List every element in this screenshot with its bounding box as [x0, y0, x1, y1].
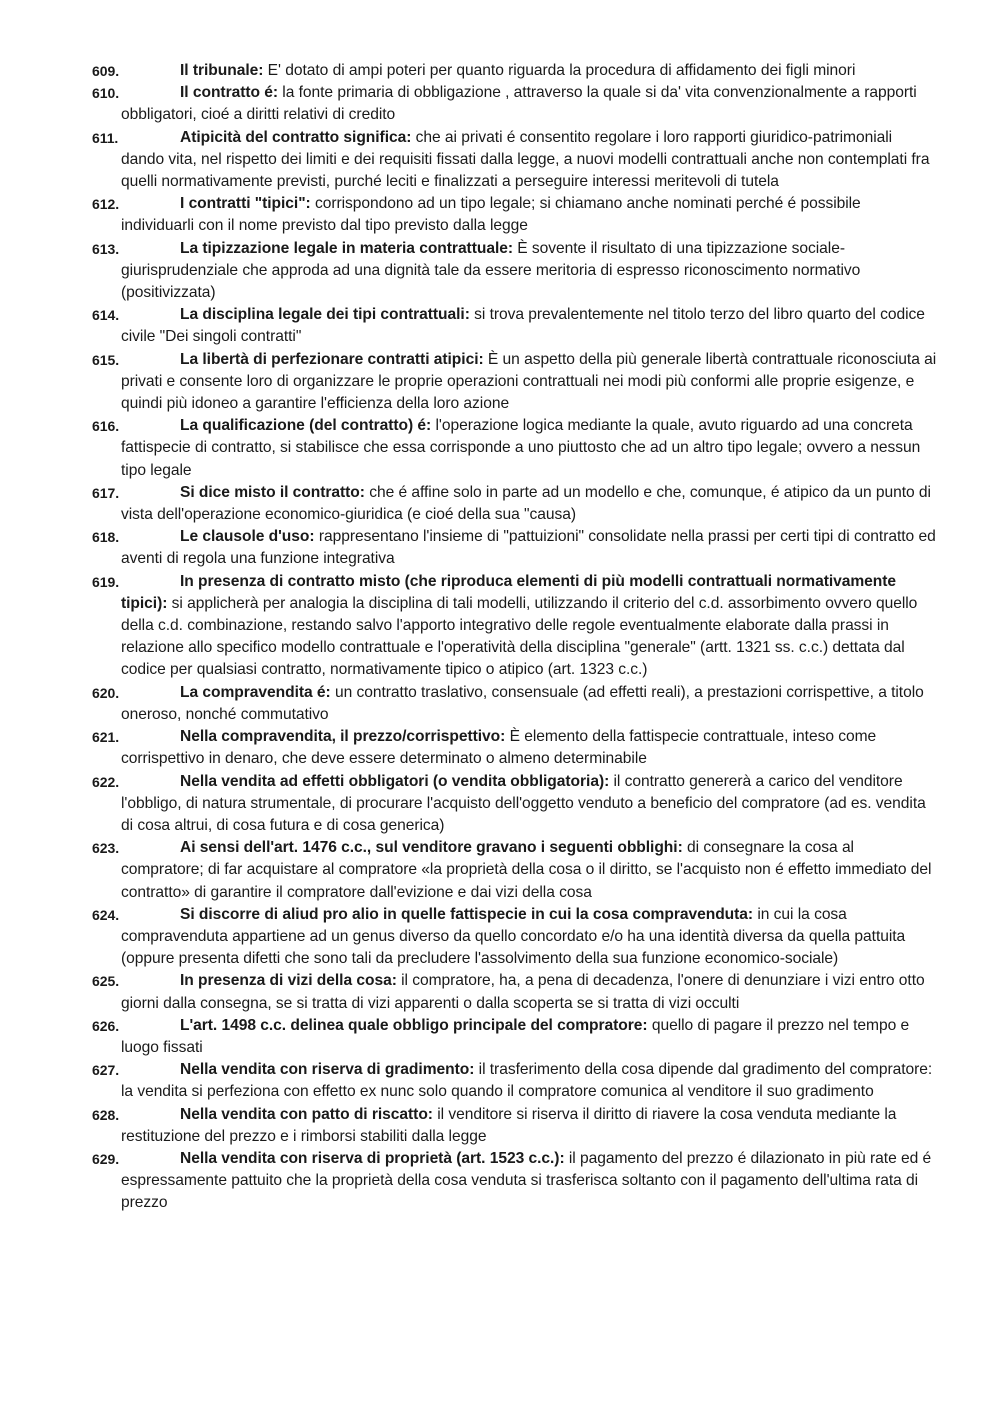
item-definition: la fonte primaria di obbligazione , attraverso la quale si da' vita convenzionalmente a rapporti obbligatori, cioé a diritti relativi di credito: [121, 84, 917, 124]
item-number: 613.: [92, 240, 120, 257]
item-content: [121, 571, 938, 682]
item-number: 616.: [92, 418, 120, 435]
list-item: [92, 726, 938, 770]
list-item: [92, 1059, 938, 1103]
list-item: [92, 1104, 938, 1148]
item-definition: l'operazione logica mediante la quale, avuto riguardo ad una concreta fattispecie di contratto, si stabilisce che essa corrisponde a uno piuttosto che ad un altro tipo legale; ovvero a nessun tipo legale: [121, 417, 921, 479]
item-term: La compravendita é:: [180, 683, 331, 701]
list-item: [92, 1148, 938, 1215]
item-number: 620.: [92, 684, 120, 701]
list-item: [92, 304, 938, 348]
list-item: [92, 238, 938, 305]
list-item: [92, 970, 938, 1014]
item-number: 627.: [92, 1062, 120, 1079]
item-definition: quello di pagare il prezzo nel tempo e luogo fissati: [121, 1016, 910, 1056]
item-content: [121, 726, 938, 770]
item-content: [121, 526, 938, 570]
item-definition: un contratto traslativo, consensuale (ad effetti reali), a prestazioni corrispettive, a titolo oneroso, nonché commutativo: [121, 683, 924, 723]
item-definition: E' dotato di ampi poteri per quanto riguarda la procedura di affidamento dei figli minori: [263, 62, 856, 79]
item-number: 618.: [92, 529, 120, 546]
item-content: [121, 482, 938, 526]
item-number: 619.: [92, 573, 120, 590]
item-number: 626.: [92, 1017, 120, 1034]
item-definition: È elemento della fattispecie contrattuale, inteso come corrispettivo in denaro, che deve essere determinato o almeno determinabile: [121, 728, 877, 768]
list-item: [92, 682, 938, 726]
item-number: 610.: [92, 85, 120, 102]
item-number: 628.: [92, 1106, 120, 1123]
item-term: Nella vendita ad effetti obbligatori (o vendita obbligatoria):: [180, 772, 610, 790]
item-definition: in cui la cosa compravenduta appartiene ad un genus diverso da quello concordato e/o ha una identità diversa da quella pattuita (oppure presenta difetti che sono tali da precludere l'assolvimento della sua funzione economico-sociale): [121, 905, 906, 968]
item-number: 609.: [92, 63, 120, 79]
list-item: [92, 82, 938, 126]
item-term: La disciplina legale dei tipi contrattuali:: [180, 306, 470, 324]
item-content: [121, 837, 938, 904]
item-content: [121, 1015, 938, 1059]
list-item: [92, 904, 938, 971]
list-item: [92, 415, 938, 482]
item-term: Il tribunale:: [180, 62, 264, 79]
item-term: La tipizzazione legale in materia contrattuale:: [180, 239, 513, 257]
item-content: [121, 970, 938, 1014]
item-number: 612.: [92, 196, 120, 213]
item-number: 621.: [92, 729, 120, 746]
item-term: Nella vendita con patto di riscatto:: [180, 1105, 433, 1123]
item-content: [121, 127, 938, 194]
item-definition: si trova prevalentemente nel titolo terzo del libro quarto del codice civile "Dei singoli contratti": [121, 306, 925, 346]
item-definition: È sovente il risultato di una tipizzazione sociale-giurisprudenziale che approda ad una dignità tale da essere meritoria di espresso riconoscimento normativo (positivizzata): [121, 239, 861, 302]
item-content: [121, 349, 938, 416]
item-number: 615.: [92, 351, 120, 368]
item-term: Si dice misto il contratto:: [180, 483, 365, 501]
list-item: [92, 526, 938, 570]
item-content: [121, 238, 938, 305]
item-definition: il pagamento del prezzo é dilazionato in più rate ed é espressamente pattuito che la proprietà della cosa venduta si trasferisca soltanto con il pagamento dell'ultima rata di prezzo: [121, 1149, 932, 1212]
item-term: La libertà di perfezionare contratti atipici:: [180, 350, 484, 368]
list-item: [92, 349, 938, 416]
item-content: [121, 904, 938, 971]
list-item: [92, 837, 938, 904]
item-number: 614.: [92, 307, 120, 324]
item-content: [121, 1148, 938, 1215]
item-term: Nella vendita con riserva di gradimento:: [180, 1061, 475, 1079]
list-item: [92, 127, 938, 194]
item-number: 625.: [92, 973, 120, 990]
item-number: 629.: [92, 1150, 120, 1167]
item-number: 617.: [92, 484, 120, 501]
list-item: [92, 193, 938, 237]
item-content: [121, 682, 938, 726]
item-term: In presenza di contratto misto (che riproduca elementi di più modelli contrattuali normativamente tipici):: [121, 572, 897, 612]
item-term: Nella compravendita, il prezzo/corrispettivo:: [180, 728, 506, 746]
item-content: [121, 771, 938, 838]
item-content: [121, 1104, 938, 1148]
list-item: [92, 60, 938, 82]
item-term: Atipicità del contratto significa:: [180, 128, 412, 146]
item-content: [121, 415, 938, 482]
list-item: [92, 771, 938, 838]
numbered-definition-list: [92, 60, 938, 1215]
item-number: 622.: [92, 773, 120, 790]
item-number: 624.: [92, 906, 120, 923]
item-number: 611.: [92, 129, 119, 146]
item-definition: corrispondono ad un tipo legale; si chiamano anche nominati perché é possibile individuarli con il nome previsto dal tipo previsto dalla legge: [121, 195, 861, 235]
item-definition: rappresentano l'insieme di "pattuizioni" consolidate nella prassi per certi tipi di contratto ed aventi di regola una funzione integrativa: [121, 528, 936, 568]
list-item: [92, 571, 938, 682]
item-content: [121, 193, 938, 237]
item-definition: il trasferimento della cosa dipende dal gradimento del compratore: la vendita si perfeziona con effetto ex nunc solo quando il compratore comunica al venditore il suo gradimento: [121, 1061, 933, 1101]
item-definition: si applicherà per analogia la disciplina di tali modelli, utilizzando il criterio del c.d. assorbimento ovvero quello della c.d. combinazione, restando salvo l'apporto integrativo delle regole eventualmente elaborate dalla prassi in relazione allo specifico modello contrattuale e l'operatività della disciplina "generale" (artt. 1321 ss. c.c.) dettata dal codice per qualsiasi contratto, normativamente tipico o atipico (art. 1323 c.c.): [121, 594, 918, 679]
item-definition: il contratto genererà a carico del venditore l'obbligo, di natura strumentale, di procurare l'acquisto dell'oggetto venduto a beneficio del compratore (ad es. vendita di cosa altrui, di cosa futura e di cosa generica): [121, 772, 926, 834]
item-content: [121, 60, 938, 82]
item-term: Nella vendita con riserva di proprietà (art. 1523 c.c.):: [180, 1149, 565, 1167]
item-term: In presenza di vizi della cosa:: [180, 972, 397, 990]
item-term: Le clausole d'uso:: [180, 528, 315, 546]
item-definition: che é affine solo in parte ad un modello e che, comunque, é atipico da un punto di vista dell'operazione economico-giuridica (e cioé della sua "causa): [121, 483, 931, 524]
list-item: [92, 1015, 938, 1059]
item-definition: il compratore, ha, a pena di decadenza, l'onere di denunziare i vizi entro otto giorni dalla consegna, se si tratta di vizi apparenti o dalla scoperta se si tratta di vizi occulti: [121, 972, 925, 1012]
item-definition: il venditore si riserva il diritto di riavere la cosa venduta mediante la restituzione del prezzo e i rimborsi stabiliti dalla legge: [121, 1105, 897, 1145]
item-definition: È un aspetto della più generale libertà contrattuale riconosciuta ai privati e consente loro di organizzare le proprie operazioni contrattuali nei modi più conformi alle proprie esigenze, e quindi più idoneo a garantire l'efficienza della loro azione: [121, 350, 937, 413]
item-content: [121, 82, 938, 126]
item-term: I contratti "tipici":: [180, 195, 311, 213]
item-definition: di consegnare la cosa al compratore; di far acquistare al compratore «la proprietà della cosa o il diritto, se l'acquisto non é effetto immediato del contratto» di garantire il compratore dall'evizione e dai vizi della cosa: [121, 839, 932, 901]
item-term: Il contratto é:: [180, 84, 279, 102]
item-content: [121, 1059, 938, 1103]
item-term: La qualificazione (del contratto) é:: [180, 417, 432, 435]
item-term: L'art. 1498 c.c. delinea quale obbligo principale del compratore:: [180, 1016, 648, 1034]
list-item: [92, 482, 938, 526]
item-content: [121, 304, 938, 348]
item-definition: che ai privati é consentito regolare i loro rapporti giuridico-patrimoniali dando vita, nel rispetto dei limiti e dei requisiti fissati dalla legge, a nuovi modelli contrattuali anche non contemplati fra quelli normativamente previsti, purché leciti e finalizzati a perseguire interessi meritevoli di tutela: [121, 128, 930, 191]
item-term: Ai sensi dell'art. 1476 c.c., sul venditore gravano i seguenti obblighi:: [180, 839, 683, 857]
item-number: 623.: [92, 840, 120, 857]
item-term: Si discorre di aliud pro alio in quelle fattispecie in cui la cosa compravenduta:: [180, 905, 754, 923]
